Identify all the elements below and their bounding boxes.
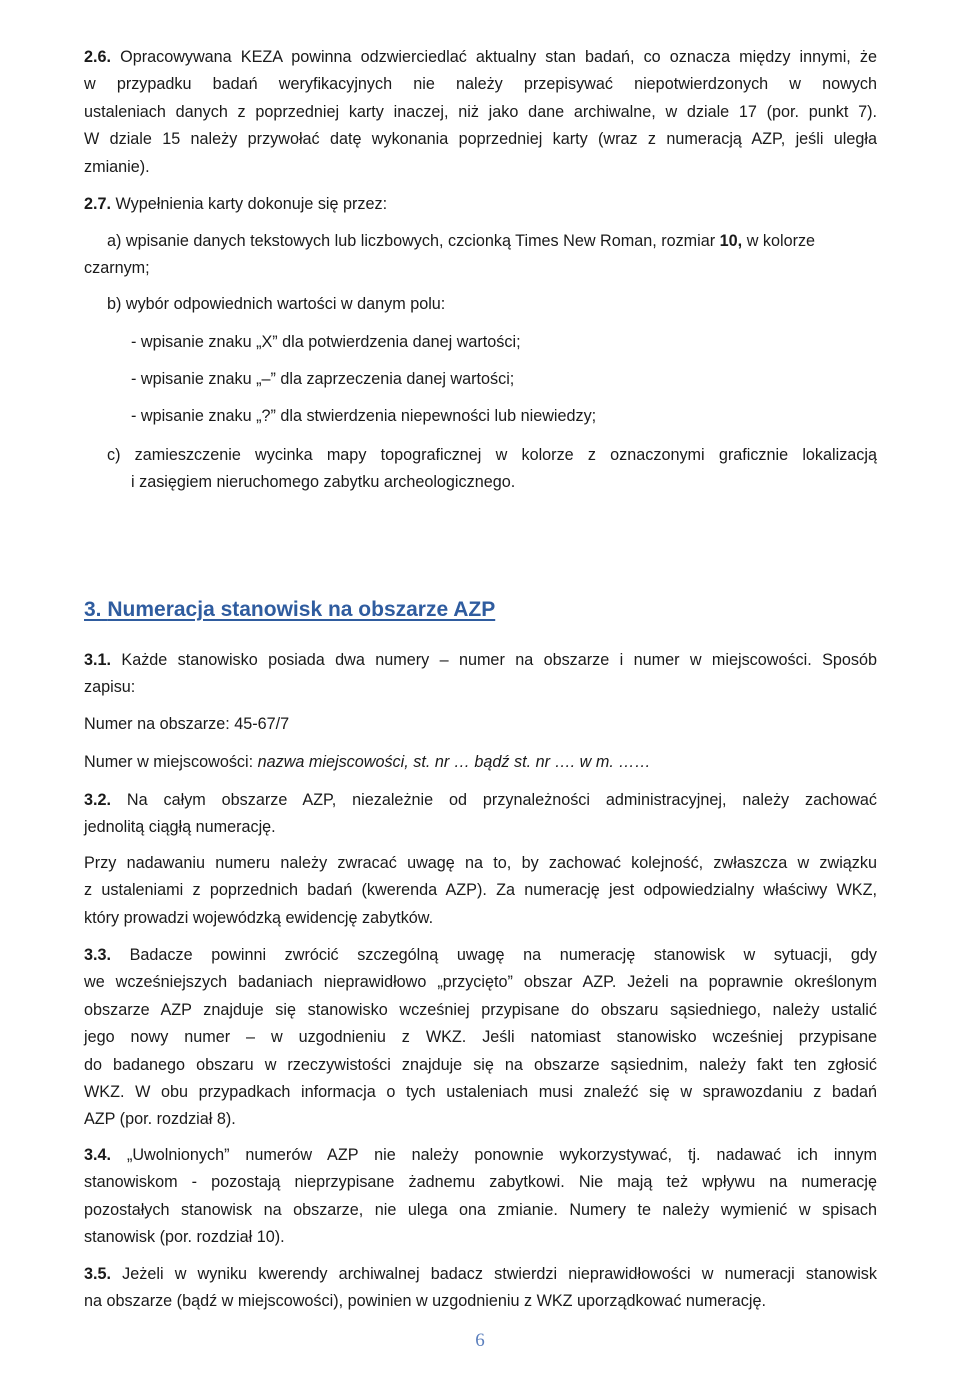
p27-intro-text: Wypełnienia karty dokonuje się przez: <box>115 195 388 213</box>
p26-line-1-text: Opracowywana KEZA powinna odzwierciedlać aktualny stan badań, co oznacza między innymi, że <box>120 48 877 66</box>
p33-line-7: AZP (por. rozdział 8). <box>84 1110 236 1129</box>
item-c <box>107 442 877 497</box>
p32b-line-2: z ustaleniami z poprzednich badań (kwerenda AZP). Za numerację jest odpowiedzialny właściwy WKZ, <box>84 881 877 900</box>
example-place-number-line <box>84 749 877 776</box>
paragraph-3-4 <box>84 1142 877 1252</box>
p33-number: 3.3. <box>84 946 112 964</box>
section-3-heading <box>84 598 495 622</box>
p26-line-2: w przypadku badań weryfikacyjnych nie należy przepisywać niepotwierdzonych w nowych <box>84 75 877 94</box>
item-b-option-3 <box>84 403 877 430</box>
p26-line-4: W dziale 15 należy przywołać datę wykonania poprzedniej karty (wraz z numeracją AZP, jeśli uległa <box>84 130 877 149</box>
p33-line-4: jego nowy numer – w uzgodnieniu z WKZ. Jeśli natomiast stanowisko wcześniej przypisane <box>84 1028 877 1047</box>
item-a-size: 10, <box>719 232 743 250</box>
p32b-line-1: Przy nadawaniu numeru należy zwracać uwagę na to, by zachować kolejność, zwłaszcza w związku <box>84 854 877 872</box>
section-3-number: 3. <box>84 598 102 621</box>
item-b <box>84 291 877 318</box>
p34-line-3: pozostałych stanowisk na obszarze, nie ulega ona zmianie. Numery te należy wymienić w spisach <box>84 1200 877 1219</box>
item-c-line-1: c) zamieszczenie wycinka mapy topograficznej w kolorze z oznaczonymi graficznie lokalizacją <box>107 446 877 464</box>
item-a <box>84 228 877 283</box>
section-3-title: Numeracja stanowisk na obszarze AZP <box>107 598 496 621</box>
p31-line-1-text: Każde stanowisko posiada dwa numery – numer na obszarze i numer w miejscowości. Sposób <box>121 651 877 669</box>
p34-line-1 <box>84 1142 877 1169</box>
p33-line-1-text: Badacze powinni zwrócić szczególną uwagę na numerację stanowisk w sytuacji, gdy <box>129 946 877 964</box>
p35-line-2: na obszarze (bądź w miejscowości), powinien w uzgodnieniu z WKZ uporządkować numerację. <box>84 1292 766 1311</box>
p26-number: 2.6. <box>84 48 112 66</box>
p26-line-5: zmianie). <box>84 157 150 176</box>
p34-line-2: stanowiskom - pozostają nieprzypisane żadnemu zabytkowi. Nie mają też wpływu na numerację <box>84 1173 877 1192</box>
example-area-number <box>84 711 877 738</box>
item-a-line-2: czarnym; <box>84 259 150 278</box>
paragraph-3-3 <box>84 942 877 1134</box>
p33-line-3: obszarze AZP znajduje się stanowisko wcześniej przypisane do obszaru sąsiedniego, należy ustalić <box>84 1000 877 1019</box>
paragraph-2-7 <box>84 191 877 218</box>
item-b-option-1-text: - wpisanie znaku „X” dla potwierdzenia danej wartości; <box>131 333 521 351</box>
p31-line-2: zapisu: <box>84 678 136 697</box>
paragraph-3-1 <box>84 647 877 702</box>
p34-number: 3.4. <box>84 1146 112 1164</box>
p35-number: 3.5. <box>84 1265 112 1283</box>
item-a-text-end: w kolorze <box>746 232 816 250</box>
p33-line-2: we wcześniejszych badaniach nieprawidłowo „przycięto” obszar AZP. Jeżeli na poprawnie określonym <box>84 973 877 992</box>
page-number: 6 <box>475 1330 485 1351</box>
item-b-option-3-text: - wpisanie znaku „?” dla stwierdzenia niepewności lub niewiedzy; <box>131 407 597 425</box>
p35-line-1 <box>84 1261 877 1288</box>
item-b-line: b) wybór odpowiednich wartości w danym polu: <box>107 295 446 313</box>
paragraph-3-2-continued <box>84 850 877 932</box>
p32b-line-3: który prowadzi wojewódzką ewidencję zabytków. <box>84 908 434 927</box>
p27-intro <box>84 191 877 218</box>
p31-line-1 <box>84 647 877 674</box>
p32-number: 3.2. <box>84 791 112 809</box>
p26-line-3: ustaleniach danych z poprzedniej karty inaczej, niż jako dane archiwalne, w dziale 17 (por. punkt 7). <box>84 102 877 121</box>
item-a-text: a) wpisanie danych tekstowych lub liczbowych, czcionką Times New Roman, rozmiar <box>107 232 716 250</box>
p26-line-1 <box>84 44 877 71</box>
p32-line-1 <box>84 787 877 814</box>
p32-line-1-text: Na całym obszarze AZP, niezależnie od przynależności administracyjnej, należy zachować <box>126 791 878 809</box>
p32-line-2: jednolitą ciągłą numerację. <box>84 818 276 837</box>
p33-line-1 <box>84 942 877 969</box>
example-area-number-text: Numer na obszarze: 45-67/7 <box>84 715 290 733</box>
p33-line-6: WKZ. W obu przypadkach informacja o tych ustaleniach musi znaleźć się w sprawozdaniu z badań <box>84 1083 877 1102</box>
item-b-option-2-text: - wpisanie znaku „–” dla zaprzeczenia danej wartości; <box>131 370 515 388</box>
p35-line-1-text: Jeżeli w wyniku kwerendy archiwalnej badacz stwierdzi nieprawidłowości w numeracji stanowisk <box>122 1265 877 1283</box>
paragraph-3-5 <box>84 1261 877 1316</box>
p27-number: 2.7. <box>84 195 112 213</box>
example-place-pattern: nazwa miejscowości, st. nr … bądź st. nr …. w m. …… <box>257 753 651 771</box>
p33-line-5: do badanego obszaru w rzeczywistości znajduje się na obszarze sąsiednim, należy fakt ten zgłosić <box>84 1055 877 1074</box>
p34-line-1-text: „Uwolnionych” numerów AZP nie należy ponownie wykorzystywać, tj. nadawać ich innym <box>126 1146 877 1164</box>
example-place-label: Numer w miejscowości: <box>84 753 254 771</box>
paragraph-3-2 <box>84 787 877 842</box>
item-a-line-1 <box>84 228 877 255</box>
example-place-number <box>84 749 877 776</box>
p31-number: 3.1. <box>84 651 112 669</box>
item-b-option-2 <box>84 366 877 393</box>
paragraph-2-6 <box>84 44 877 181</box>
p34-line-4: stanowisk (por. rozdział 10). <box>84 1228 285 1247</box>
item-c-line-2: i zasięgiem nieruchomego zabytku archeologicznego. <box>131 473 516 492</box>
item-b-option-1 <box>84 329 877 356</box>
